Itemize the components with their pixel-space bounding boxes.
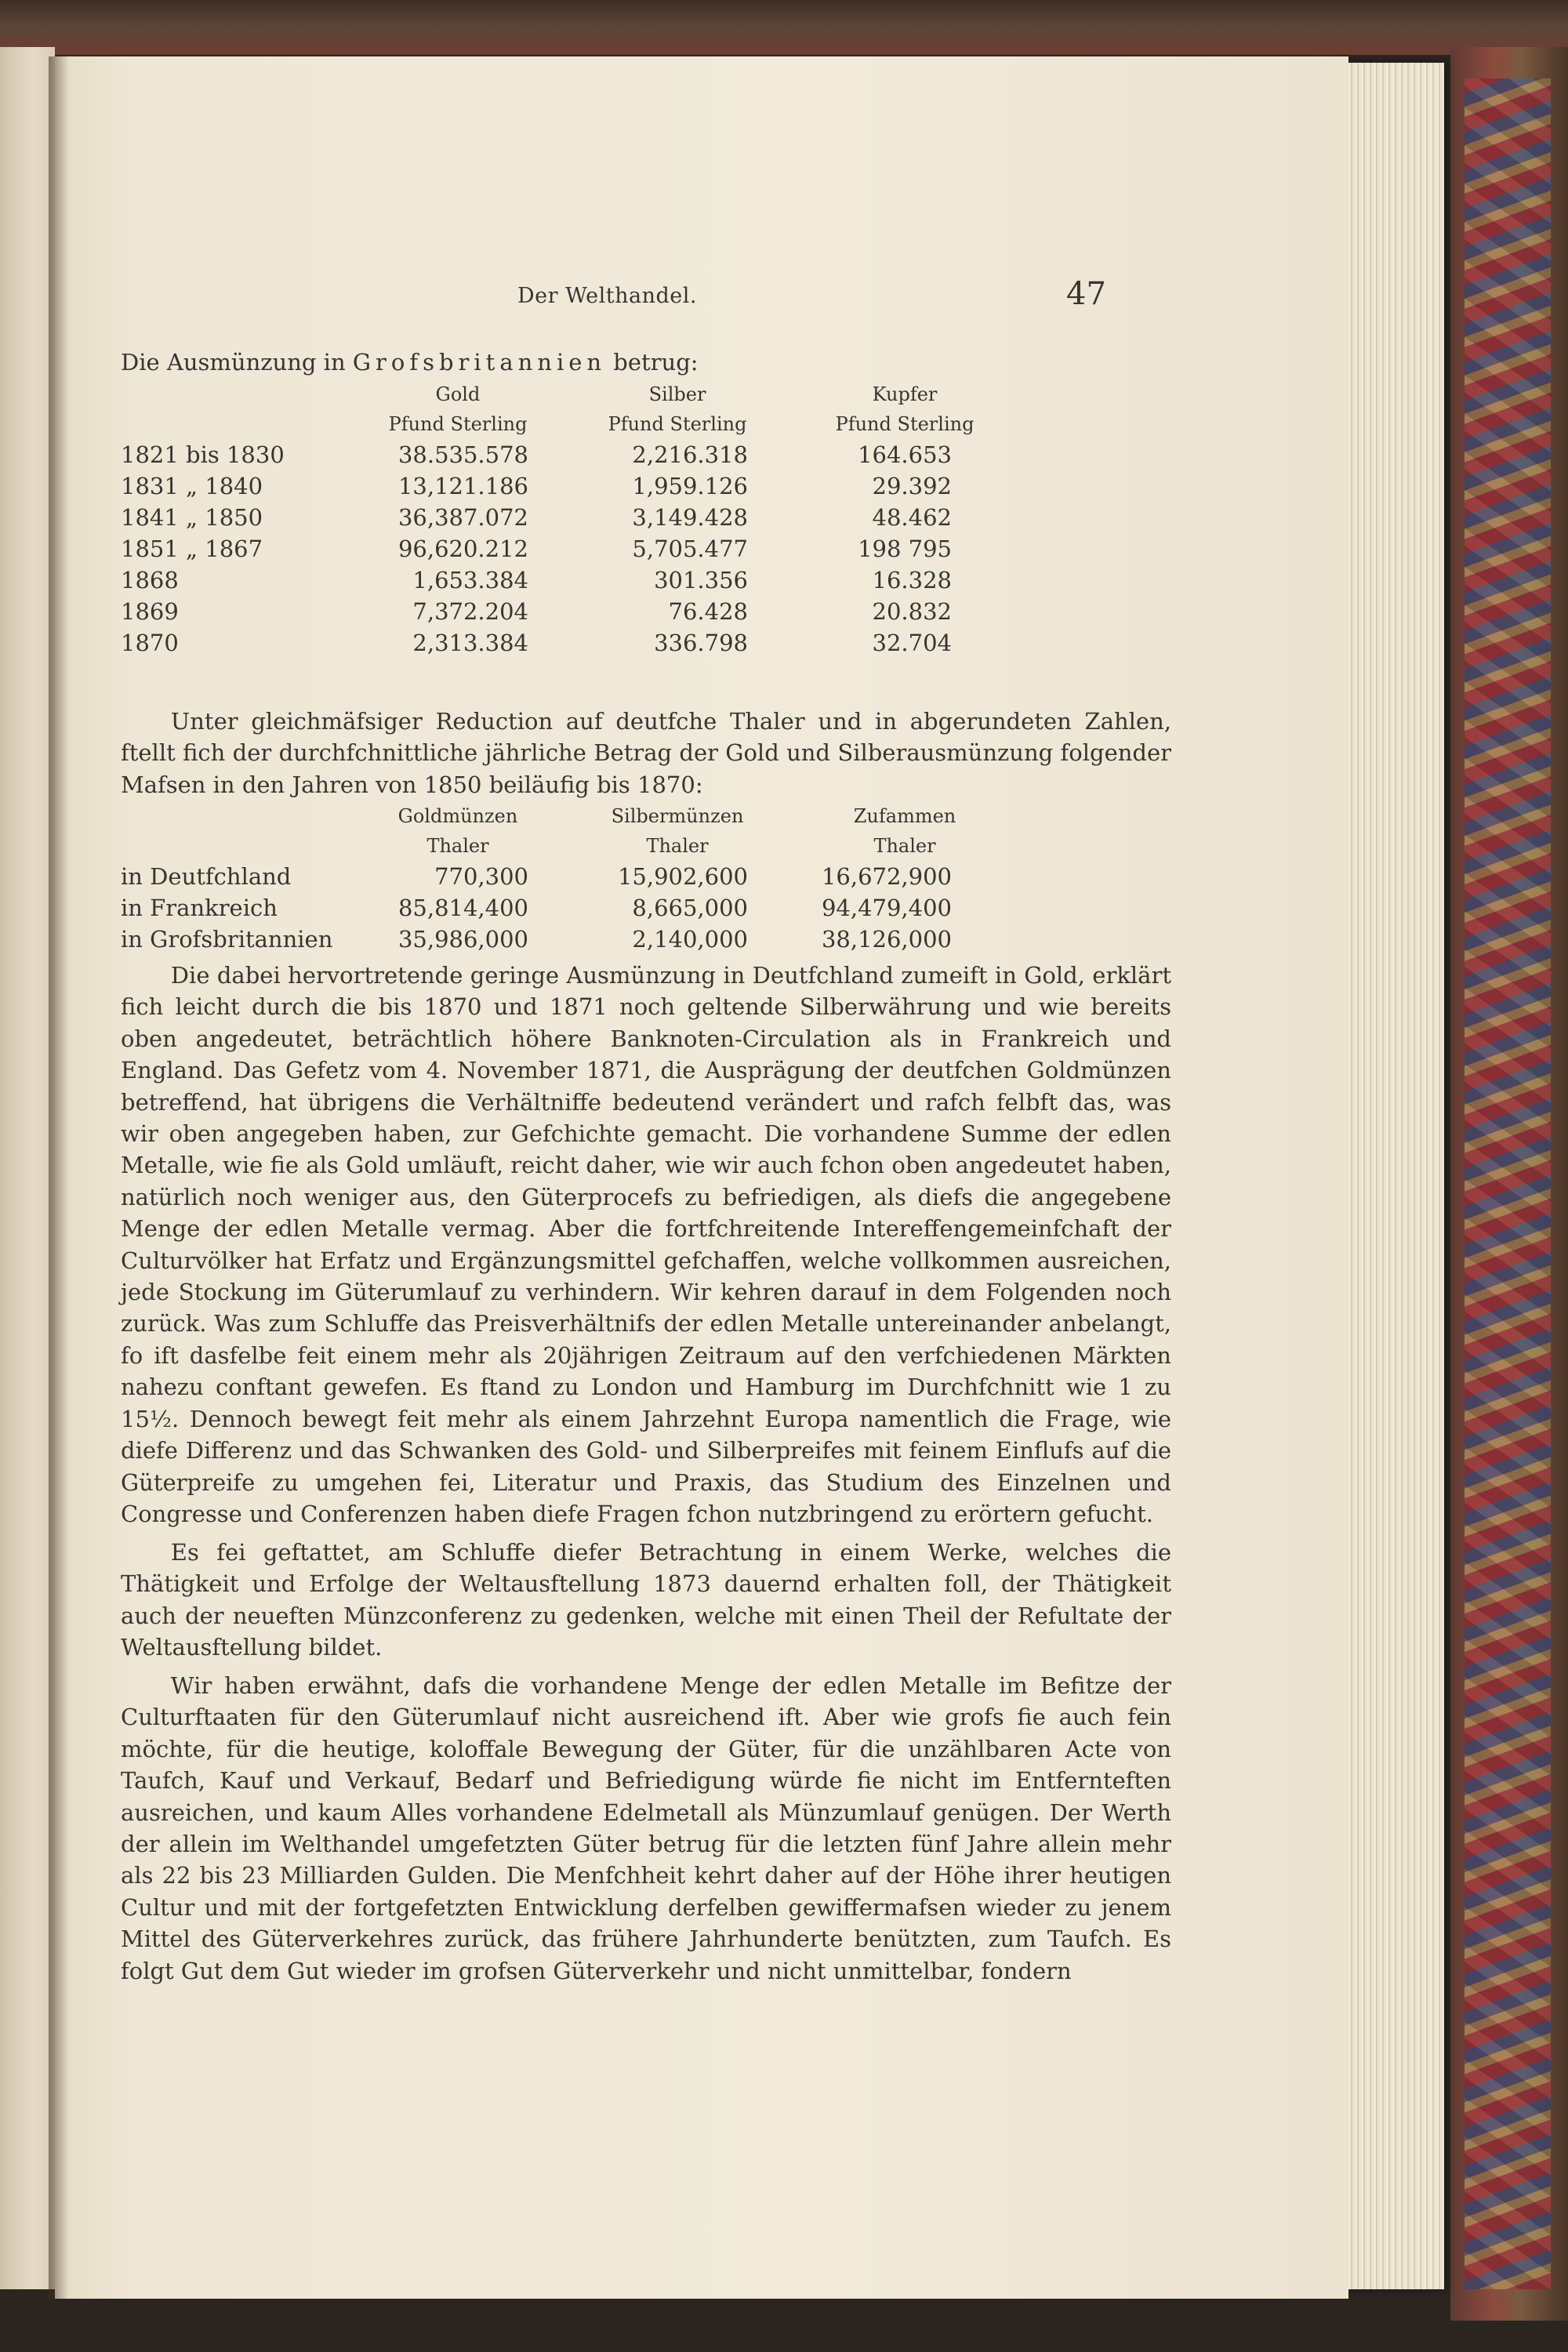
paragraph-3 [121, 1537, 1171, 1664]
period-cell: 1831 „ 1840 [121, 473, 263, 499]
page-number: 47 [1066, 276, 1106, 312]
column-unit: Pfund Sterling [388, 413, 528, 435]
country-cell: in Grofsbritannien [121, 926, 333, 953]
period-cell: 1869 [121, 598, 179, 625]
gold-cell: 36,387.072 [397, 504, 528, 531]
period-cell: 1841 „ 1850 [121, 504, 263, 531]
gold-cell: 35,986,000 [397, 926, 528, 953]
body-text: Die dabei hervortretende geringe Ausmünzung in Deutfchland zumeift in Gold, erklärt fich leicht durch die bis 1870 und 1871 noch geltende Silberwährung und wie bereits oben angedeutet, beträchtlich höhere Banknoten-Circulation als in Frankreich und England. Das Gefetz vom 4. November 1871, die Ausprägung der deutfchen Goldmünzen betreffend, hat übrigens die Verhältniffe bedeutend verändert und rafch felbft das, was wir oben angegeben haben, zur Gefchichte gemacht. Die vorhandene Summe der edlen Metalle, wie fie als Gold umläuft, reicht daher, wie wir auch fchon oben angedeutet haben, natürlich noch weniger aus, den Güterprocefs zu befriedigen, als diefs die angegebene Menge der edlen Metalle vermag. Aber die fortfchreitende Intereffengemeinfchaft der Culturvölker hat Erfatz und Ergänzungsmittel gefchaffen, welche vollkommen ausreichen, jede Stockung im Güterumlauf zu verhindern. Wir kehren darauf in dem Folgenden noch zurück. Was zum Schluffe das Preisverhältnifs der edlen Metalle untereinander anbelangt, fo ift dasfelbe feit einem mehr als 20jährigen Zeitraum auf den verfchiedenen Märkten nahezu conftant gewefen. Es ftand zu London und Hamburg im Durchfchnitt wie 1 zu 15½. Dennoch bewegt feit mehr als einem Jahrzehnt Europa namentlich die Frage, wie diefe Differenz und das Schwanken des Gold- und Silberpreifes mit feinem Einflufs auf die Güterpreife zu umgehen fei, Literatur und Praxis, das Studium des Einzelnen und Congresse und Conferenzen haben diefe Fragen fchon nutzbringend zu erörtern gefucht. [121, 962, 1171, 1527]
average-coinage-table [121, 801, 1014, 955]
table1-intro: Die Ausmünzung in Grofsbritannien betrug: [121, 349, 699, 376]
gold-cell: 85,814,400 [397, 895, 528, 921]
column-header: Zufammen [853, 805, 956, 827]
silber-cell: 15,902,600 [617, 863, 748, 890]
gold-cell: 13,121.186 [397, 473, 528, 499]
total-cell: 94,479,400 [821, 895, 952, 921]
kupfer-cell: 20.832 [872, 598, 952, 625]
column-header: Silbermünzen [611, 805, 744, 827]
column-unit: Thaler [646, 835, 709, 857]
facing-page-edge [0, 47, 55, 2289]
silber-cell: 76.428 [668, 598, 748, 625]
column-unit: Pfund Sterling [608, 413, 747, 435]
silber-cell: 2,216.318 [632, 441, 748, 468]
body-text: Wir haben erwähnt, dafs die vorhandene Menge der edlen Metalle im Befitze der Culturftaaten für den Güterumlauf nicht ausreichend ift. Aber wie grofs fie auch fein möchte, für die heutige, koloffale Bewegung der Güter, für die unzählbaren Acte von Taufch, Kauf und Verkauf, Bedarf und Befriedigung würde fie nicht im Entfernteften ausreichen, und kaum Alles vorhandene Edelmetall als Münzumlauf genügen. Der Werth der allein im Welthandel umgefetzten Güter betrug für die letzten fünf Jahre allein mehr als 22 bis 23 Milliarden Gulden. Die Menfchheit kehrt daher auf der Höhe ihrer heutigen Cultur und mit der fortgefetzten Entwicklung derfelben gewiffermafsen wieder zu jenem Mittel des Güterverkehres zurück, das frühere Jahrhunderte benützten, zum Taufch. Es folgt Gut dem Gut wieder im grofsen Güterverkehr und nicht unmittelbar, fondern [121, 1672, 1171, 1984]
paragraph-2 [121, 960, 1171, 1530]
period-cell: 1821 bis 1830 [121, 441, 285, 468]
column-header: Gold [435, 383, 481, 405]
country-cell: in Frankreich [121, 895, 278, 921]
gold-cell: 7,372.204 [412, 598, 528, 625]
paragraph-4 [121, 1670, 1171, 1987]
column-header: Silber [648, 383, 706, 405]
table-unit-row [121, 409, 1014, 439]
page-header [55, 276, 1348, 323]
gold-cell: 96,620.212 [397, 535, 528, 562]
table1-section [121, 347, 1171, 659]
period-cell: 1851 „ 1867 [121, 535, 263, 562]
table-unit-row [121, 831, 1014, 861]
total-cell: 16,672,900 [821, 863, 952, 890]
period-cell: 1870 [121, 630, 179, 656]
table-header-row [121, 379, 1014, 409]
page-edges [1342, 63, 1444, 2289]
book-page [55, 56, 1348, 2299]
country-name: Grofsbritannien [352, 349, 607, 376]
table-row [121, 627, 1014, 659]
table-header-row [121, 801, 1014, 831]
gutter-shadow [49, 56, 69, 2299]
column-unit: Thaler [426, 835, 489, 857]
column-header: Kupfer [872, 383, 938, 405]
table-row [121, 596, 1014, 627]
body-text: Es fei geftattet, am Schluffe diefer Betrachtung in einem Werke, welches die Thätigkeit und Erfolge der Weltausftellung 1873 dauernd erhalten foll, der Thätigkeit auch der neueften Münzconferenz zu gedenken, welche mit einen Theil der Refultate der Weltausftellung bildet. [121, 1539, 1171, 1661]
silber-cell: 301.356 [654, 567, 748, 593]
kupfer-cell: 32.704 [872, 630, 952, 656]
paragraph-1 [121, 706, 1171, 800]
book-top-edge [0, 0, 1568, 55]
column-header: Goldmünzen [397, 805, 518, 827]
table-row [121, 861, 1014, 892]
gold-cell: 1,653.384 [412, 567, 528, 593]
body-text: Unter gleichmäfsiger Reduction auf deutfche Thaler und in abgerundeten Zahlen, ftellt fich der durchfchnittliche jährliche Betrag der Gold und Silberausmünzung folgender Mafsen in den Jahren von 1850 beiläufig bis 1870: [121, 708, 1171, 798]
kupfer-cell: 29.392 [872, 473, 952, 499]
table-row [121, 892, 1014, 924]
silber-cell: 3,149.428 [632, 504, 748, 531]
silber-cell: 1,959.126 [632, 473, 748, 499]
kupfer-cell: 16.328 [872, 567, 952, 593]
silber-cell: 2,140,000 [632, 926, 748, 953]
silber-cell: 8,665,000 [632, 895, 748, 921]
marbled-endpaper [1465, 78, 1551, 2289]
kupfer-cell: 48.462 [872, 504, 952, 531]
table-row [121, 564, 1014, 596]
period-cell: 1868 [121, 567, 179, 593]
gold-cell: 770,300 [434, 863, 528, 890]
running-title: Der Welthandel. [517, 284, 697, 308]
table2-section [121, 801, 1171, 955]
table-row [121, 470, 1014, 502]
column-unit: Thaler [873, 835, 936, 857]
silber-cell: 336.798 [654, 630, 748, 656]
kupfer-cell: 164.653 [858, 441, 952, 468]
table-row [121, 439, 1014, 470]
kupfer-cell: 198 795 [858, 535, 952, 562]
column-unit: Pfund Sterling [835, 413, 975, 435]
silber-cell: 5,705.477 [632, 535, 748, 562]
table-row [121, 924, 1014, 955]
coinage-table [121, 379, 1014, 659]
table-row [121, 502, 1014, 533]
total-cell: 38,126,000 [821, 926, 952, 953]
country-cell: in Deutfchland [121, 863, 292, 890]
table-row [121, 533, 1014, 564]
gold-cell: 38.535.578 [397, 441, 528, 468]
gold-cell: 2,313.384 [412, 630, 528, 656]
